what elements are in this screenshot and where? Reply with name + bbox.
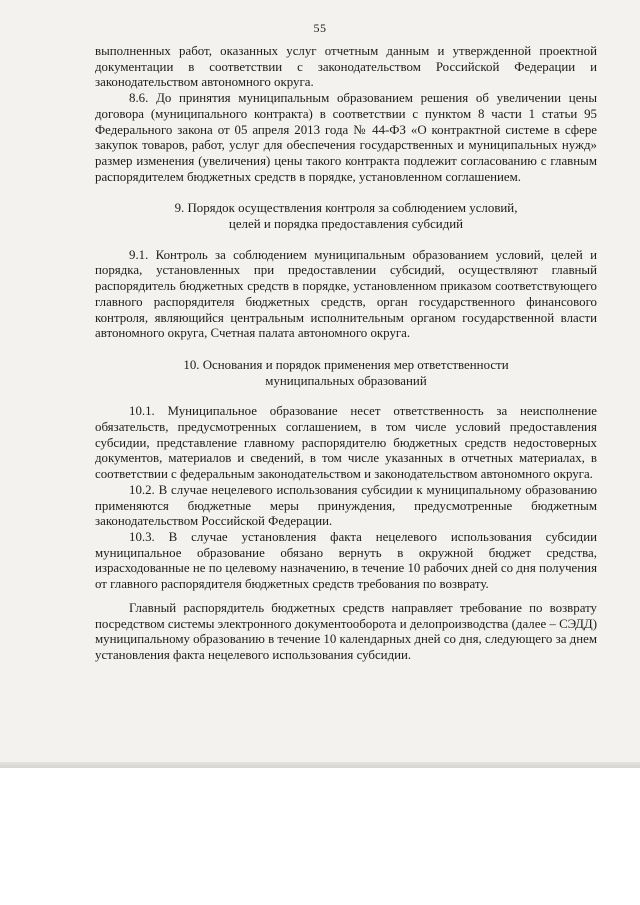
section-heading-9-line-2: целей и порядка предоставления субсидий (228, 217, 464, 232)
section-heading-10-line-2: муниципальных образований (265, 373, 427, 388)
paragraph-8-6: 8.6. До принятия муниципальным образованием решения об увеличении цены договора (муниципального контракта) в соответствии с пунктом 8 части 1 статьи 95 Федерального закона от 05 апреля 2013 года № 44-ФЗ «О контрактной системе в сфере закупок товаров, работ, услуг для обеспечения государственных и муниципальных нужд» размер изменения (увеличения) цены такого контракта подлежит согласованию с главным распорядителем бюджетных средств в порядке, установленном соглашением. (95, 91, 597, 184)
section-heading-10-line-1: 10. Основания и порядок применения мер ответственности (183, 357, 509, 372)
scan-bottom-edge (0, 762, 640, 768)
page-number: 55 (313, 21, 327, 35)
paragraph-10-2: 10.2. В случае нецелевого использования субсидии к муниципальному образованию применяются бюджетные меры принуждения, предусмотренные бюджетным законодательством Российской Федерации. (95, 482, 597, 529)
paragraph-10-3: 10.3. В случае установления факта нецелевого использования субсидии муниципальное образование обязано вернуть в окружной бюджет средства, израсходованные не по целевому назначению, в течение 10 рабочих дней со дня получения от главного распорядителя бюджетных средств требования по возврату. (95, 529, 597, 592)
section-heading-9 (95, 201, 597, 232)
document-body (95, 44, 597, 664)
paragraph-continuation: выполненных работ, оказанных услуг отчетным данным и утвержденной проектной документации в соответствии с законодательством Российской Федерации и законодательством автономного округа. (95, 44, 597, 90)
section-heading-10 (95, 358, 597, 389)
paragraph-10-1: 10.1. Муниципальное образование несет ответственность за неисполнение обязательств, предусмотренных соглашением, в том числе условий предоставления субсидии, представление главному распорядителю бюджетных средств недостоверных документов, материалов и сведений, в том числе указанных в отчетных материалах, в соответствии с федеральным законодательством и законодательством автономного округа. (95, 404, 597, 482)
paragraph-final: Главный распорядитель бюджетных средств направляет требование по возврату посредством системы электронного документооборота и делопроизводства (далее – СЭДД) муниципальному образованию в течение 10 календарных дней со дня, следующего за днем установления факта нецелевого использования субсидии. (95, 600, 597, 662)
paragraph-9-1: 9.1. Контроль за соблюдением муниципальным образованием условий, целей и порядка, установленных при предоставлении субсидий, осуществляют главный распорядитель бюджетных средств в порядке, установленном приказом соответствующего главного распорядителя бюджетных средств, орган государственного финансового контроля, являющийся центральным исполнительным органом государственной власти автономного округа, Счетная палата автономного округа. (95, 247, 597, 341)
section-heading-9-line-1: 9. Порядок осуществления контроля за соблюдением условий, (174, 201, 518, 216)
